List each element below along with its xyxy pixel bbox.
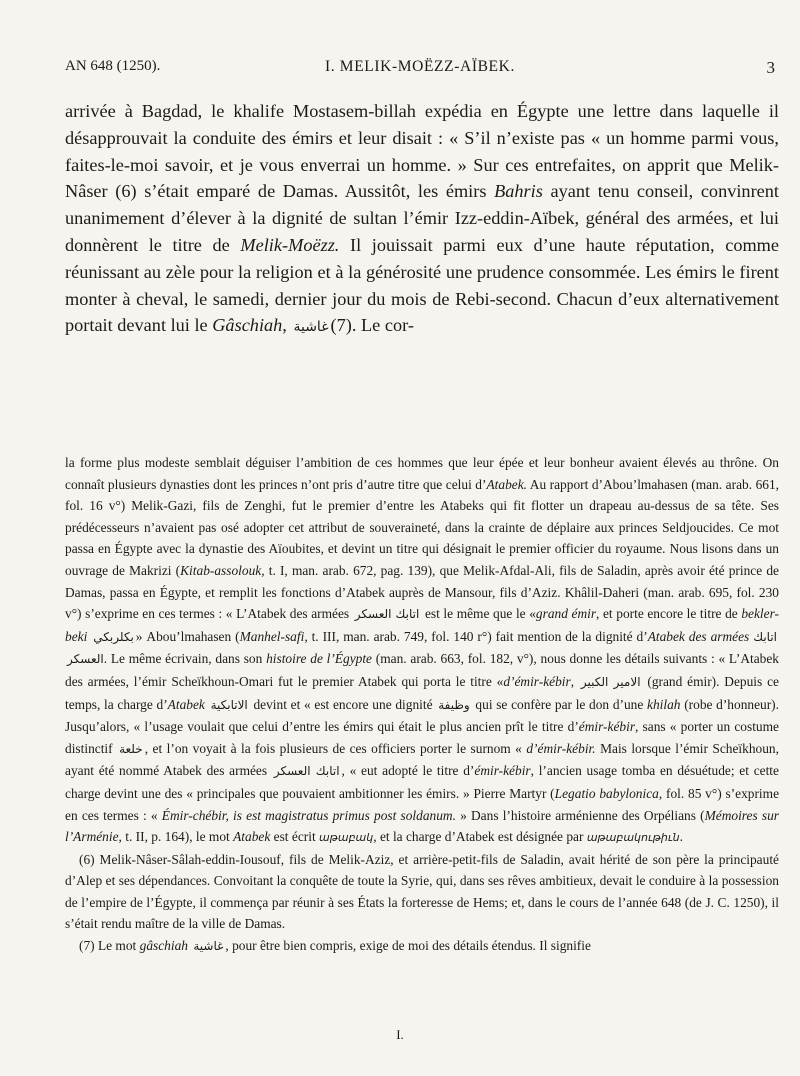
footnote-5-continuation: la forme plus modeste semblait déguiser l’ambition de ces hommes que leur épée et leur bonheur avaient élevés au thrône. On connaît plusieurs dynasties dont les princes n’ont pris d’autre titre que celui d’Atabek. Au rapport d’Abou’lmahasen (man. arab. 661, fol. 16 v°) Melik-Gazi, fils de Zenghi, fut le premier d’entre les Atabeks qui fit flotter un drapeau au-dessus de sa tête. Ses prédécesseurs n’avaient pas osé adopter cet attribut de souveraineté, dans la crainte de déplaire aux princes Seldjoucides. Ce mot passa en Égypte avec la dynastie des Aïoubites, et devint un titre qui désignait le premier officier du royaume. Nous lisons dans un ouvrage de Makrizi (Kitab-assolouk, t. I, man. arab. 672, pag. 139), que Melik-Afdal-Ali, fils de Saladin, après avoir été prince de Damas, passa en Égypte, et remplit les fonctions d’Atabek auprès de Mansour, fils d’Aziz. Khâlil-Daheri (man. arab. 695, fol. 230 v°) s’exprime en ces termes : « L’Atabek des armées اتابك العسكر est le même que le «grand émir, et porte encore le titre de bekler-beki بكلربكي » Abou’lmahasen (Manhel-safi, t. III, man. arab. 749, fol. 140 r°) fait mention de la dignité d’Atabek des armées اتابك العسكر. Le même écrivain, dans son histoire de l’Égypte (man. arab. 663, fol. 182, v°), nous donne les détails suivants : « L’Atabek des armées, l’émir Scheïkhoun-Omari fut le premier Atabek qui porta le titre «d’émir-kébir, الامير الكبير (grand émir). Depuis ce temps, la charge d’Atabek الاتابكية devint et « est encore une dignité وظيفة qui se confère par le don d’une khilah (robe d’honneur). Jusqu’alors, « l’usage voulait que celui d’entre les émirs qui était le plus ancien prît le titre d’émir-kébir, sans « porter un costume distinctif خلعة , et l’on voyait à la fois plusieurs de ces officiers porter le surnom « d’émir-kébir. Mais lorsque l’émir Scheïkhoun, ayant été nommé Atabek des armées اتابك العسكر , « eut adopté le titre d’émir-kébir, l’ancien usage tomba en désuétude; et cette charge devint une des « principales que pouvaient ambitionner les émirs. » Pierre Martyr (Legatio babylonica, fol. 85 v°) s’exprime en ces termes : « Émir-chébir, is est magistratus primus post soldanum. » Dans l’histoire arménienne des Orpélians (Mémoires sur l’Arménie, t. II, p. 164), le mot Atabek est écrit աթաբակ, et la charge d’Atabek est désignée par աթաբակութիւն. bbox=[65, 455, 780, 845]
footnote-7: (7) Le mot gâschiah غاشية , pour être bien compris, exige de moi des détails étendus. Il signifie bbox=[79, 938, 591, 954]
footnotes bbox=[65, 452, 779, 958]
signature-mark: I. bbox=[396, 1027, 404, 1042]
running-header bbox=[65, 58, 775, 84]
page-number: 3 bbox=[766, 58, 775, 77]
header-year: AN 648 (1250). bbox=[65, 58, 161, 74]
main-text: arrivée à Bagdad, le khalife Mostasem-billah expédia en Égypte une lettre dans laquelle il désapprouvait la conduite des émirs et leur disait : « S’il n’existe pas « un homme parmi vous, faites-le-moi savoir, et je vous enverrai un homme. » Sur ces entrefaites, on apprit que Melik-Nâser (6) s’était emparé de Damas. Aussitôt, les émirs Bahris ayant tenu conseil, convinrent unanimement d’élever à la dignité de sultan l’émir Izz-eddin-Aïbek, général des armées, et lui donnèrent le titre de Melik-Moëzz. Il jouissait parmi eux d’une haute réputation, comme réunissant au zèle pour la religion et à la générosité une prudence consommée. Les émirs le firent monter à cheval, le samedi, dernier jour du mois de Rebi-second. Chacun d’eux alternativement portait devant lui le Gâschiah, غاشية (7). Le cor- bbox=[65, 101, 780, 336]
header-title: I. MELIK-MOËZZ-AÏBEK. bbox=[325, 58, 515, 75]
footnote-6: (6) Melik-Nâser-Sâlah-eddin-Iousouf, fils de Melik-Aziz, et arrière-petit-fils de Saladin, avait hérité de son père la principauté d’Alep et ses dépendances. Convoitant la conquête de toute la Syrie, qui, dans ses rêves ambitieux, devait le conduire à la possession de l’empire de l’Égypte, il commença par réunir à ses États la forteresse de Hems; et, dans le cours de l’année 648 (de J. C. 1250), il s’était rendu maître de la ville de Damas. bbox=[65, 851, 779, 932]
